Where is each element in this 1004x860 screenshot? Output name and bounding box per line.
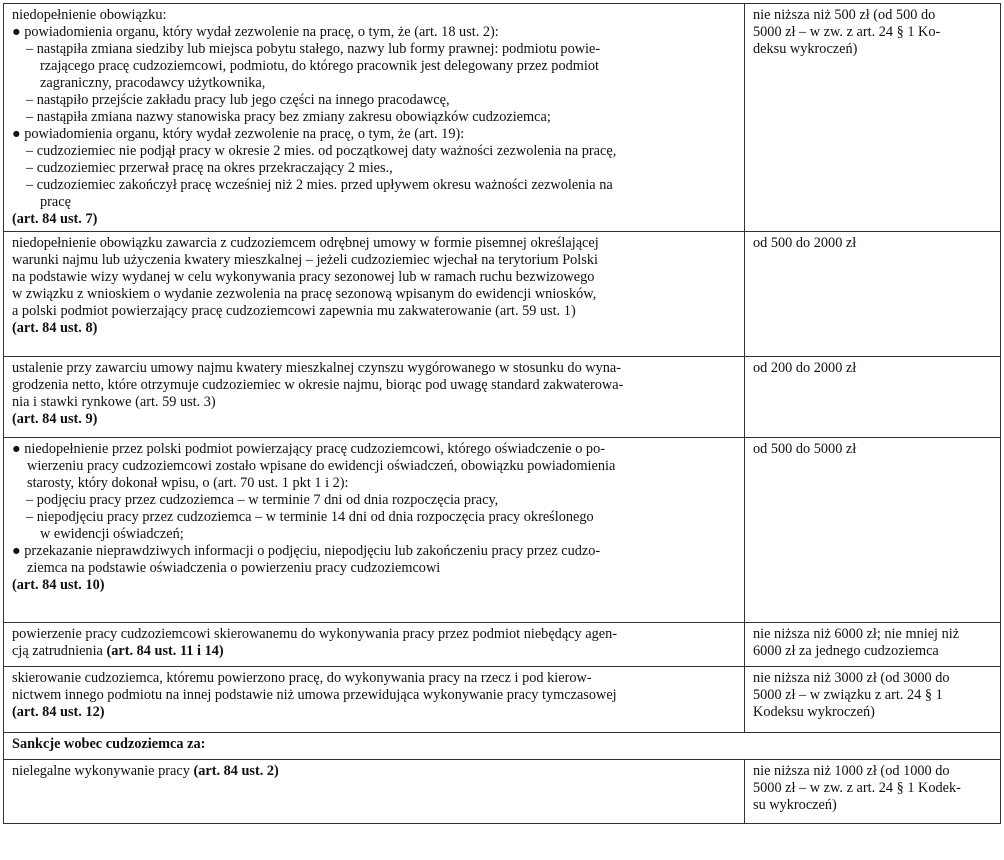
violation-line: – nastąpiła zmiana siedziby lub miejsca pobytu stałego, nazwy lub formy prawnej: podmiotu powie-	[26, 41, 601, 57]
violation-line: niedopełnienie obowiązku zawarcia z cudzoziemcem odrębnej umowy w formie pisemnej określającej	[12, 235, 599, 251]
article-reference: (art. 84 ust. 8)	[12, 320, 98, 336]
penalty-cell	[745, 623, 1001, 667]
penalty-cell	[745, 232, 1001, 357]
table-row	[4, 232, 1001, 357]
violation-line: – cudzoziemiec zakończył pracę wcześniej niż 2 mies. przed upływem okresu ważności zezwolenia na	[26, 177, 613, 193]
violation-line: – cudzoziemiec przerwał pracę na okres przekraczający 2 mies.,	[26, 160, 393, 176]
violation-line: – cudzoziemiec nie podjął pracy w okresie 2 mies. od początkowej daty ważności zezwolenia na pracę,	[26, 143, 617, 159]
violation-line: w związku z wnioskiem o wydanie zezwolenia na pracę sezonową wpisanym do ewidencji wniosków,	[12, 286, 597, 302]
violation-line: ● powiadomienia organu, który wydał zezwolenie na pracę, o tym, że (art. 19):	[12, 126, 465, 142]
violation-line: – nastąpiło przejście zakładu pracy lub jego części na innego pracodawcę,	[26, 92, 450, 108]
sanctions-table	[3, 3, 1001, 824]
violation-cell	[4, 438, 745, 623]
table-row	[4, 4, 1001, 232]
penalty-line: nie niższa niż 6000 zł; nie mniej niż	[753, 626, 960, 642]
article-reference: (art. 84 ust. 11 i 14)	[106, 643, 224, 659]
violation-line: niedopełnienie obowiązku:	[12, 7, 167, 23]
violation-line: – podjęciu pracy przez cudzoziemca – w terminie 7 dni od dnia rozpoczęcia pracy,	[26, 492, 499, 508]
article-reference: (art. 84 ust. 7)	[12, 211, 98, 227]
penalty-line: nie niższa niż 1000 zł (od 1000 do	[753, 763, 950, 779]
table-row	[4, 760, 1001, 824]
penalty-cell	[745, 357, 1001, 438]
violation-cell	[4, 623, 745, 667]
penalty-line: 6000 zł za jednego cudzoziemca	[753, 643, 939, 659]
penalty-cell	[745, 438, 1001, 623]
table-row	[4, 667, 1001, 733]
violation-line: nia i stawki rynkowe (art. 59 ust. 3)	[12, 394, 216, 410]
violation-cell	[4, 760, 745, 824]
violation-line: na podstawie wizy wydanej w celu wykonywania pracy sezonowej lub w ramach ruchu bezwizowego	[12, 269, 595, 285]
penalty-line: od 500 do 2000 zł	[753, 235, 857, 251]
violation-cell	[4, 4, 745, 232]
section-header-row	[4, 733, 1001, 760]
violation-line-text: cją zatrudnienia	[12, 643, 103, 659]
violation-line: ● powiadomienia organu, który wydał zezwolenie na pracę, o tym, że (art. 18 ust. 2):	[12, 24, 499, 40]
violation-line: a polski podmiot powierzający pracę cudzoziemcowi zapewnia mu zakwaterowanie (art. 59 ust. 1)	[12, 303, 576, 319]
violation-line: wierzeniu pracy cudzoziemcowi zostało wpisane do ewidencji oświadczeń, obowiązku powiadomienia	[27, 458, 616, 474]
article-reference: (art. 84 ust. 12)	[12, 704, 105, 720]
table-row	[4, 438, 1001, 623]
violation-line: zagraniczny, pracodawcy użytkownika,	[40, 75, 266, 91]
penalty-cell	[745, 4, 1001, 232]
penalty-cell	[745, 760, 1001, 824]
article-reference: (art. 84 ust. 2)	[193, 763, 279, 779]
penalty-line: nie niższa niż 3000 zł (od 3000 do	[753, 670, 950, 686]
article-reference: (art. 84 ust. 9)	[12, 411, 98, 427]
penalty-line: od 200 do 2000 zł	[753, 360, 857, 376]
penalty-line: su wykroczeń)	[753, 797, 837, 813]
violation-line	[12, 763, 738, 780]
violation-line: ziemca na podstawie oświadczenia o powierzeniu pracy cudzoziemcowi	[27, 560, 441, 576]
violation-line	[12, 643, 738, 660]
penalty-line: 5000 zł – w związku z art. 24 § 1	[753, 687, 943, 703]
violation-line: pracę	[40, 194, 71, 210]
violation-line: ● niedopełnienie przez polski podmiot powierzający pracę cudzoziemcowi, którego oświadczenie o po-	[12, 441, 605, 457]
violation-line: skierowanie cudzoziemca, któremu powierzono pracę, do wykonywania pracy na rzecz i pod kierow-	[12, 670, 592, 686]
violation-line: grodzenia netto, które otrzymuje cudzoziemiec w okresie najmu, biorąc pod uwagę standard zakwaterowa-	[12, 377, 624, 393]
violation-line: rzającego pracę cudzoziemcowi, podmiotu, do którego pracownik jest delegowany przez podmiot	[40, 58, 599, 74]
violation-line: ● przekazanie nieprawdziwych informacji o podjęciu, niepodjęciu lub zakończeniu pracy przez cudzo-	[12, 543, 601, 559]
violation-line: nictwem innego podmiotu na innej podstawie niż umowa przewidująca wykonywanie pracy tymczasowej	[12, 687, 617, 703]
violation-line: – niepodjęciu pracy przez cudzoziemca – w terminie 14 dni od dnia rozpoczęcia pracy określonego	[26, 509, 594, 525]
table-row	[4, 623, 1001, 667]
violation-line: powierzenie pracy cudzoziemcowi skierowanemu do wykonywania pracy przez podmiot niebędący agen-	[12, 626, 617, 642]
violation-cell	[4, 232, 745, 357]
violation-cell	[4, 357, 745, 438]
section-header: Sankcje wobec cudzoziemca za:	[4, 733, 1001, 760]
penalty-line: 5000 zł – w zw. z art. 24 § 1 Kodek-	[753, 780, 961, 796]
table-row	[4, 357, 1001, 438]
penalty-line: 5000 zł – w zw. z art. 24 § 1 Ko-	[753, 24, 941, 40]
violation-cell	[4, 667, 745, 733]
violation-line: ustalenie przy zawarciu umowy najmu kwatery mieszkalnej czynszu wygórowanego w stosunku do wyna-	[12, 360, 622, 376]
violation-line-text: nielegalne wykonywanie pracy	[12, 763, 190, 779]
violation-line: starosty, który dokonał wpisu, o (art. 70 ust. 1 pkt 1 i 2):	[27, 475, 349, 491]
penalty-line: Kodeksu wykroczeń)	[753, 704, 875, 720]
violation-line: w ewidencji oświadczeń;	[40, 526, 184, 542]
violation-line: – nastąpiła zmiana nazwy stanowiska pracy bez zmiany zakresu obowiązków cudzoziemca;	[26, 109, 551, 125]
article-reference: (art. 84 ust. 10)	[12, 577, 105, 593]
penalty-line: od 500 do 5000 zł	[753, 441, 857, 457]
violation-line: warunki najmu lub użyczenia kwatery mieszkalnej – jeżeli cudzoziemiec wjechał na terytorium Polski	[12, 252, 598, 268]
penalty-line: deksu wykroczeń)	[753, 41, 858, 57]
penalty-line: nie niższa niż 500 zł (od 500 do	[753, 7, 936, 23]
penalty-cell	[745, 667, 1001, 733]
